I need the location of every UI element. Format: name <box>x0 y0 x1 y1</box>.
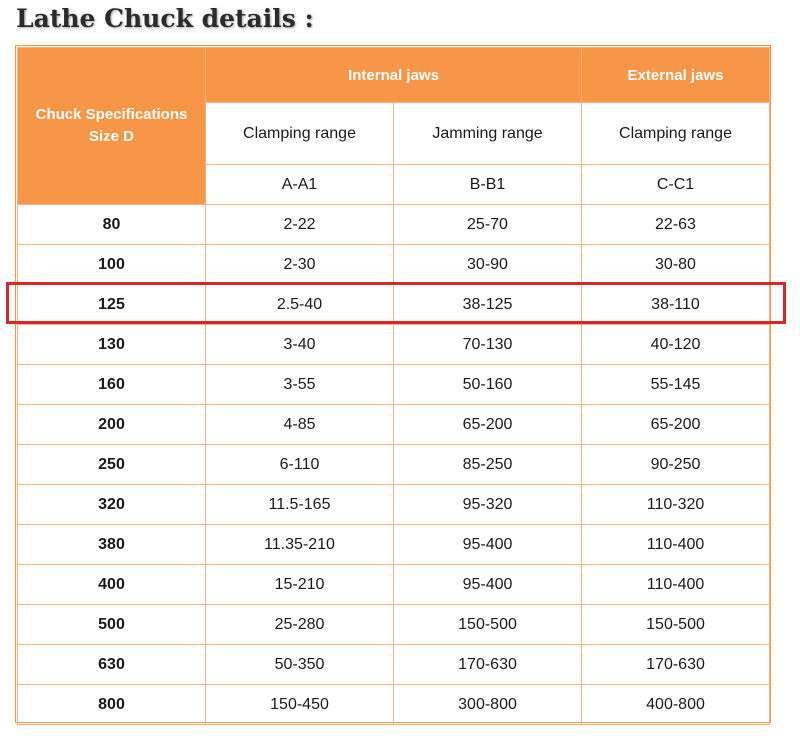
external-clamping-cell: 110-320 <box>582 485 770 525</box>
table-row <box>18 325 770 365</box>
internal-clamping-cell: 3-40 <box>206 325 394 365</box>
table-row <box>18 485 770 525</box>
highlight-box-row-125 <box>6 282 786 324</box>
internal-clamping-cell: 2-30 <box>206 245 394 285</box>
table-row <box>18 205 770 245</box>
internal-clamping-cell: 11.35-210 <box>206 525 394 565</box>
page-title: Lathe Chuck details : <box>16 4 314 33</box>
code-b-b1: B-B1 <box>394 165 582 205</box>
internal-jamming-cell: 95-320 <box>394 485 582 525</box>
table-row <box>18 685 770 725</box>
table-row <box>18 365 770 405</box>
size-cell: 630 <box>18 645 206 685</box>
table-row <box>18 445 770 485</box>
external-clamping-cell: 150-500 <box>582 605 770 645</box>
table-row <box>18 565 770 605</box>
internal-clamping-cell: 3-55 <box>206 365 394 405</box>
size-cell: 320 <box>18 485 206 525</box>
size-cell: 500 <box>18 605 206 645</box>
external-clamping-cell: 110-400 <box>582 565 770 605</box>
internal-jamming-cell: 25-70 <box>394 205 582 245</box>
internal-jaws-header: Internal jaws <box>206 48 582 103</box>
internal-jamming-cell: 150-500 <box>394 605 582 645</box>
table-row <box>18 605 770 645</box>
internal-jamming-cell: 38-125 <box>394 285 582 325</box>
external-clamping-cell: 55-145 <box>582 365 770 405</box>
external-clamping-cell: 65-200 <box>582 405 770 445</box>
internal-jamming-cell: 85-250 <box>394 445 582 485</box>
size-header-line1: Chuck Specifications <box>35 106 188 123</box>
internal-clamping-cell: 6-110 <box>206 445 394 485</box>
external-clamping-cell: 40-120 <box>582 325 770 365</box>
size-cell: 800 <box>18 685 206 725</box>
size-cell: 400 <box>18 565 206 605</box>
internal-clamping-cell: 50-350 <box>206 645 394 685</box>
size-cell: 80 <box>18 205 206 245</box>
code-c-c1: C-C1 <box>582 165 770 205</box>
external-clamping-cell: 38-110 <box>582 285 770 325</box>
size-cell: 200 <box>18 405 206 445</box>
internal-jamming-cell: 70-130 <box>394 325 582 365</box>
size-cell: 380 <box>18 525 206 565</box>
internal-clamping-cell: 2-22 <box>206 205 394 245</box>
internal-clamping-cell: 2.5-40 <box>206 285 394 325</box>
internal-jamming-cell: 30-90 <box>394 245 582 285</box>
table-row <box>18 245 770 285</box>
internal-jamming-cell: 65-200 <box>394 405 582 445</box>
internal-clamping-cell: 15-210 <box>206 565 394 605</box>
external-clamping-cell: 170-630 <box>582 645 770 685</box>
size-cell: 125 <box>18 285 206 325</box>
subheader-jamming-internal: Jamming range <box>394 103 582 165</box>
size-cell: 250 <box>18 445 206 485</box>
internal-clamping-cell: 25-280 <box>206 605 394 645</box>
size-cell: 160 <box>18 365 206 405</box>
size-cell: 100 <box>18 245 206 285</box>
external-clamping-cell: 22-63 <box>582 205 770 245</box>
internal-clamping-cell: 11.5-165 <box>206 485 394 525</box>
internal-clamping-cell: 4-85 <box>206 405 394 445</box>
table-row <box>18 405 770 445</box>
subheader-clamping-external: Clamping range <box>582 103 770 165</box>
external-clamping-cell: 90-250 <box>582 445 770 485</box>
subheader-clamping-internal: Clamping range <box>206 103 394 165</box>
external-jaws-header: External jaws <box>582 48 770 103</box>
size-column-header <box>18 48 206 205</box>
external-clamping-cell: 110-400 <box>582 525 770 565</box>
external-clamping-cell: 30-80 <box>582 245 770 285</box>
external-clamping-cell: 400-800 <box>582 685 770 725</box>
table-row <box>18 525 770 565</box>
code-a-a1: A-A1 <box>206 165 394 205</box>
internal-clamping-cell: 150-450 <box>206 685 394 725</box>
internal-jamming-cell: 300-800 <box>394 685 582 725</box>
internal-jamming-cell: 170-630 <box>394 645 582 685</box>
table-row <box>18 645 770 685</box>
size-header-line2: Size D <box>88 128 134 145</box>
internal-jamming-cell: 95-400 <box>394 525 582 565</box>
chuck-table <box>17 47 770 725</box>
internal-jamming-cell: 95-400 <box>394 565 582 605</box>
size-cell: 130 <box>18 325 206 365</box>
internal-jamming-cell: 50-160 <box>394 365 582 405</box>
